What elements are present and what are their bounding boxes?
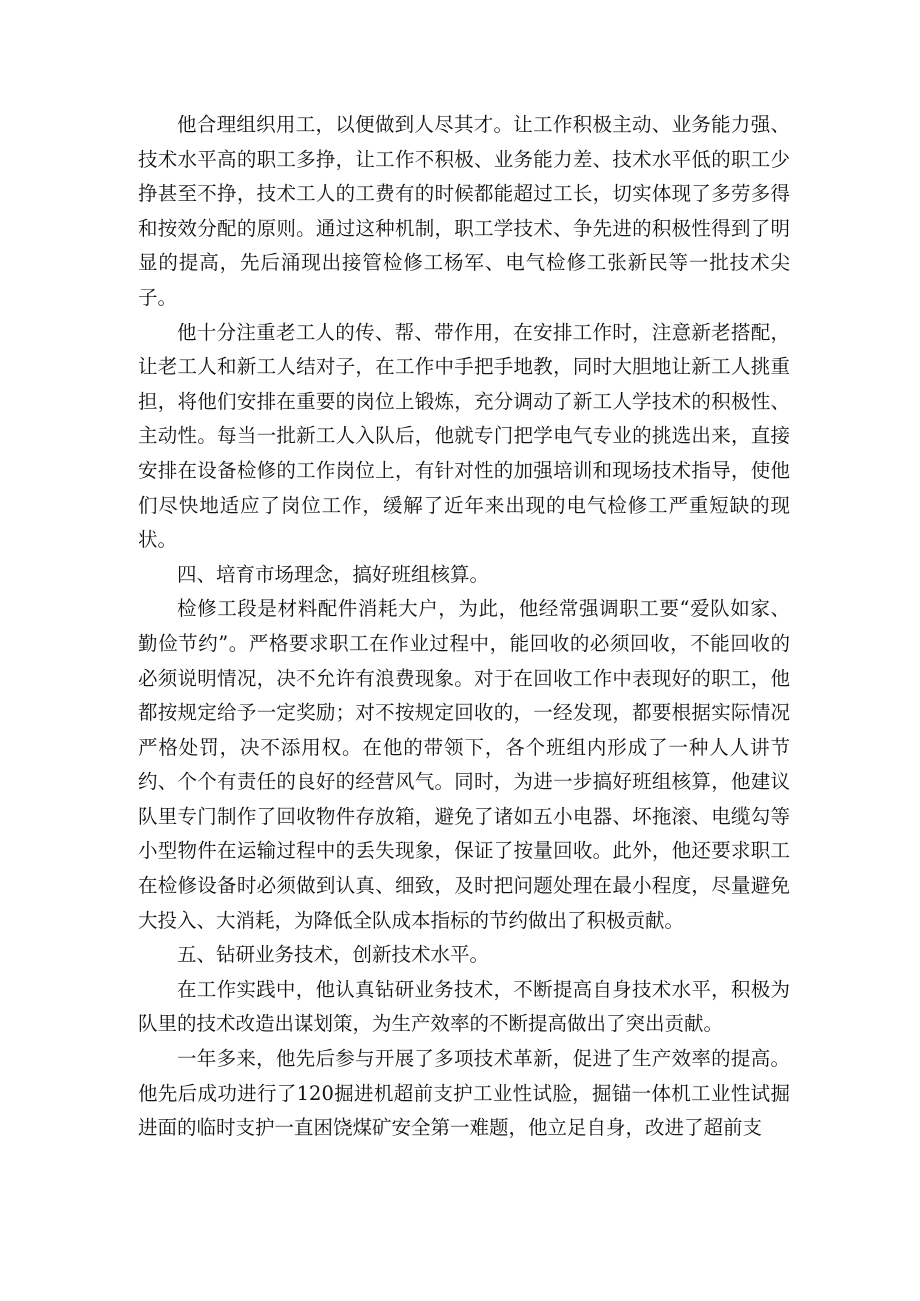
paragraph-3: 检修工段是材料配件消耗大户，为此，他经常强调职工要“爱队如家、勤俭节约”。严格要求职工在作业过程中，能回收的必须回收，不能回收的必须说明情况，决不允许有浪费现象。对于在回收工作中表现好的职工，他都按规定给予一定奖励；对不按规定回收的，一经发现，都要根据实际情况严格处罚，决不添用权。在他的带领下，各个班组内形成了一种人人讲节约、个个有责任的良好的经营风气。同时，为进一步搞好班组核算，他建议队里专门制作了回收物件存放箱，避免了诸如五小电器、坏拖滚、电缆勾等小型物件在运输过程中的丢失现象，保证了按量回收。此外，他还要求职工在检修设备时必须做到认真、细致，及时把问题处理在最小程度，尽量避免大投入、大消耗，为降低全队成本指标的节约做出了积极贡献。 bbox=[138, 597, 790, 932]
paragraph-4: 在工作实践中，他认真钻研业务技术，不断提高自身技术水平，积极为队里的技术改造出谋划策，为生产效率的不断提高做出了突出贡献。 bbox=[138, 977, 790, 1036]
document-body bbox=[138, 108, 790, 1146]
section-heading-5: 五、钻研业务技术，创新技术水平。 bbox=[177, 943, 490, 967]
paragraph-1: 他合理组织用工，以便做到人尽其才。让工作积极主动、业务能力强、技术水平高的职工多挣，让工作不积极、业务能力差、技术水平低的职工少挣甚至不挣，技术工人的工费有的时候都能超过工长，切实体现了多劳多得和按效分配的原则。通过这种机制，职工学技术、争先进的积极性得到了明显的提高，先后涌现出接管检修工杨军、电气检修工张新民等一批技术尖子。 bbox=[138, 113, 790, 309]
paragraph-5: 一年多来，他先后参与开展了多项技术革新，促进了生产效率的提高。他先后成功进行了120掘进机超前支护工业性试脸，掘锚一体机工业性试掘进面的临时支护一直困饶煤矿安全第一难题，他立足自身，改进了超前支 bbox=[138, 1047, 790, 1140]
paragraph-2: 他十分注重老工人的传、帮、带作用，在安排工作时，注意新老搭配，让老工人和新工人结对子，在工作中手把手地教，同时大胆地让新工人挑重担，将他们安排在重要的岗位上锻炼，充分调动了新工人学技术的积极性、主动性。每当一批新工人入队后，他就专门把学电气专业的挑选出来，直接安排在设备检修的工作岗位上，有针对性的加强培训和现场技术指导，使他们尽快地适应了岗位工作，缓解了近年来出现的电气检修工严重短缺的现状。 bbox=[138, 320, 790, 552]
section-heading-4: 四、培育市场理念，搞好班组核算。 bbox=[177, 562, 490, 586]
